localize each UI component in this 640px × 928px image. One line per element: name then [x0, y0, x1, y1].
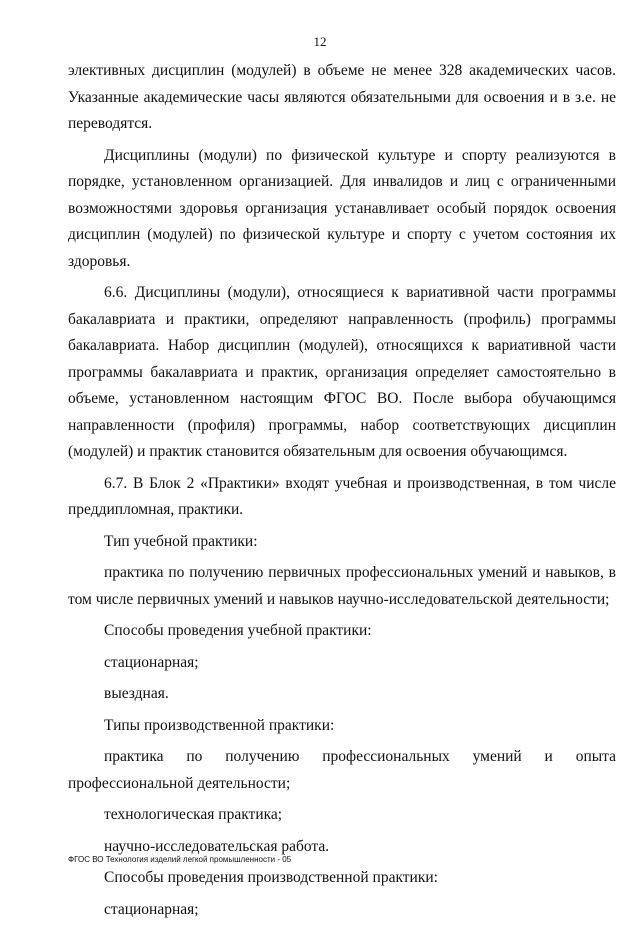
- page-number: 12: [313, 34, 327, 49]
- list-item-technological-practice: технологическая практика;: [104, 806, 283, 823]
- list-heading-production-practice-types: Типы производственной практики:: [104, 716, 335, 734]
- paragraph-continuation: элективных дисциплин (модулей) в объеме не менее 328 академических часов. Указанные академические часы являются обязательными для освоения и в з.е. не переводятся.: [68, 62, 616, 132]
- list-item-research-work: научно-исследовательская работа.: [104, 837, 330, 855]
- page-footer: ФГОС ВО Технология изделий легкой промышленности - 05: [68, 855, 292, 864]
- paragraph-6-6: 6.6. Дисциплины (модули), относящиеся к вариативной части программы бакалавриата и практики, определяют направленность (профиль) программы бакалавриата. Набор дисциплин (модулей), относящихся к вариативной части программы бакалавриата и практик, организация определяет самостоятельно в объеме, установленном настоящим ФГОС ВО. После выбора обучающимся направленности (профиля) программы, набор соответствующих дисциплин (модулей) и практик становится обязательным для освоения обучающимся.: [68, 284, 616, 460]
- list-item-professional-skills-practice: практика по получению профессиональных умений и опыта профессиональной деятельности;: [68, 748, 616, 792]
- list-item-stationary: стационарная;: [104, 653, 199, 671]
- list-item-stationary-production: стационарная;: [104, 900, 199, 918]
- list-item-educational-practice: практика по получению первичных профессиональных умений и навыков, в том числе первичных умений и навыков научно-исследовательской деятельности;: [68, 564, 616, 608]
- document-body: [68, 58, 616, 928]
- paragraph-6-7: 6.7. В Блок 2 «Практики» входят учебная и производственная, в том числе преддипломная, практики.: [68, 474, 616, 518]
- list-item-field: выездная.: [104, 685, 169, 702]
- list-heading-production-practice-methods: Способы проведения производственной практики:: [104, 869, 438, 886]
- list-heading-educational-practice-type: Тип учебной практики:: [104, 532, 258, 550]
- paragraph-physical-culture: Дисциплины (модули) по физической культуре и спорту реализуются в порядке, установленном организацией. Для инвалидов и лиц с ограниченными возможностями здоровья организация устанавливает особый порядок освоения дисциплин (модулей) по физической культуре и спорту с учетом состояния их здоровья.: [68, 146, 616, 270]
- list-heading-educational-practice-methods: Способы проведения учебной практики:: [104, 622, 372, 639]
